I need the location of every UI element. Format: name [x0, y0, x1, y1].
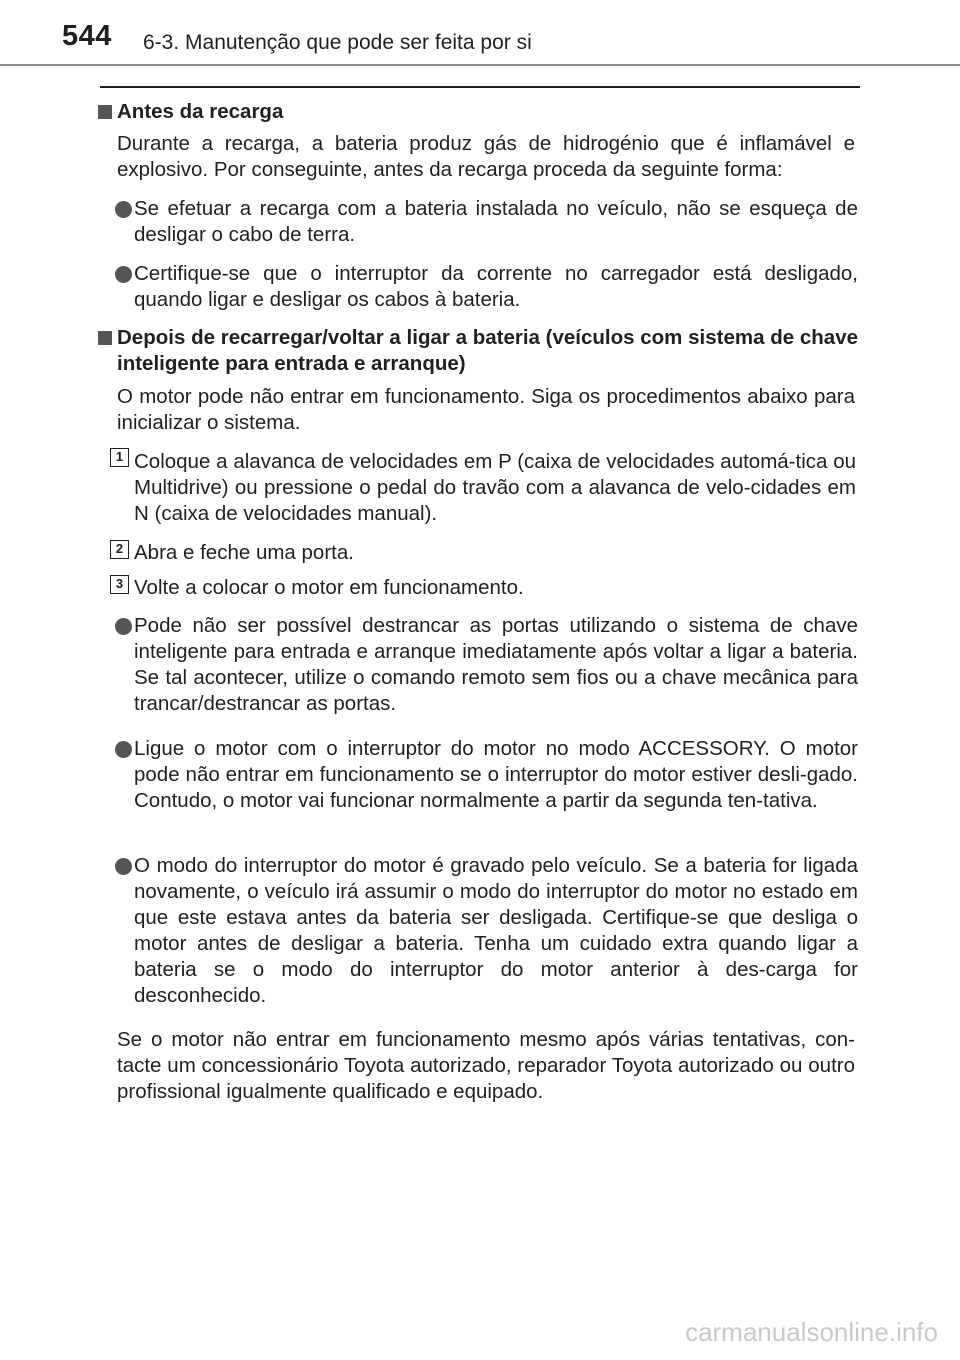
section-heading-before-charging: Antes da recarga [117, 100, 284, 123]
top-rule [100, 86, 860, 88]
section-intro-paragraph: Durante a recarga, a bateria produz gás de hidrogénio que é inflamável e explosivo. Por conseguinte, antes da recarga proceda da seguinte forma: [117, 132, 855, 181]
bullet-item: Certifique-se que o interruptor da corrente no carregador está desligado, quando ligar e desligar os cabos à bateria. [134, 262, 858, 311]
closing-paragraph: Se o motor não entrar em funcionamento mesmo após várias tentativas, con-tacte um concessionário Toyota autorizado, reparador Toyota autorizado ou outro profissional igualmente qualificado e equipado. [117, 1028, 855, 1103]
section-title: 6-3. Manutenção que pode ser feita por si [143, 31, 532, 54]
step-number-badge: 1 [110, 448, 129, 467]
bullet-dot-icon [115, 858, 132, 875]
step-item: Volte a colocar o motor em funcionamento. [134, 576, 524, 599]
bullet-dot-icon [115, 266, 132, 283]
page-header [0, 0, 960, 66]
step-number-badge: 3 [110, 575, 129, 594]
bullet-item: Pode não ser possível destrancar as portas utilizando o sistema de chave inteligente para entrada e arranque imediatamente após voltar a ligar a bateria. Se tal acontecer, utilize o comando remoto sem fios ou a chave mecânica para trancar/destrancar as portas. [134, 614, 858, 715]
watermark: carmanualsonline.info [685, 1317, 938, 1347]
section-heading-after-recharge: Depois de recarregar/voltar a ligar a bateria (veículos com sistema de chave inteligente para entrada e arranque) [117, 326, 858, 375]
section-square-icon [98, 105, 112, 119]
step-item: Coloque a alavanca de velocidades em P (caixa de velocidades automá-tica ou Multidrive) ou pressione o pedal do travão com a alavanca de velo-cidades em N (caixa de velocidades manual). [134, 450, 856, 525]
step-item: Abra e feche uma porta. [134, 541, 354, 564]
bullet-dot-icon [115, 201, 132, 218]
bullet-item: Ligue o motor com o interruptor do motor no modo ACCESSORY. O motor pode não entrar em funcionamento se o interruptor do motor estiver desli-gado. Contudo, o motor vai funcionar normalmente a partir da segunda ten-tativa. [134, 737, 858, 812]
section-intro-paragraph: O motor pode não entrar em funcionamento. Siga os procedimentos abaixo para inicializar o sistema. [117, 385, 855, 434]
step-number-badge: 2 [110, 540, 129, 559]
section-square-icon [98, 331, 112, 345]
bullet-dot-icon [115, 741, 132, 758]
bullet-item: O modo do interruptor do motor é gravado pelo veículo. Se a bateria for ligada novamente, o veículo irá assumir o modo do interruptor do motor no estado em que este estava antes da bateria ser desligada. Certifique-se que desliga o motor antes de desligar a bateria. Tenha um cuidado extra quando ligar a bateria se o modo do interruptor do motor anterior à des-carga for desconhecido. [134, 854, 858, 1007]
bullet-dot-icon [115, 618, 132, 635]
page-number: 544 [62, 20, 112, 52]
bullet-item: Se efetuar a recarga com a bateria instalada no veículo, não se esqueça de desligar o cabo de terra. [134, 197, 858, 246]
